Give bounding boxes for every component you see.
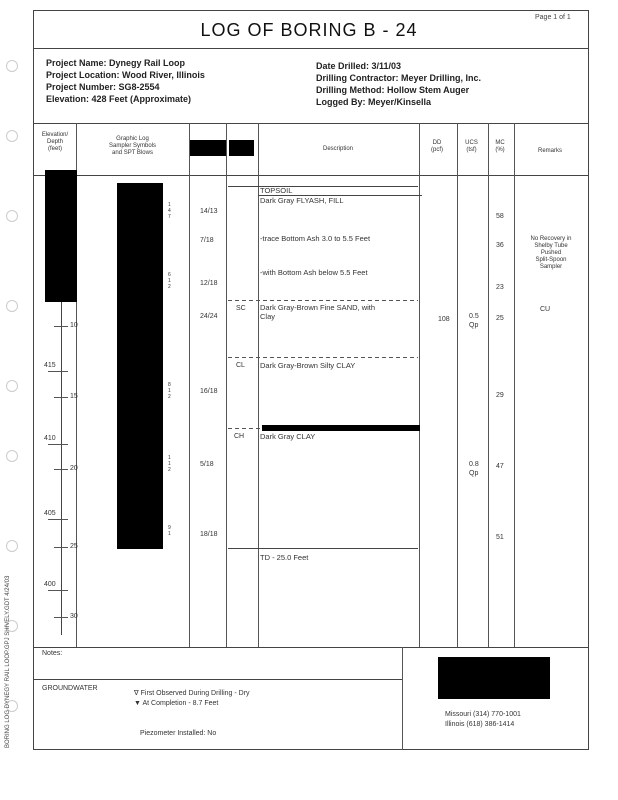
uscs-code: SC <box>236 305 246 312</box>
depth-label: 25 <box>70 543 78 550</box>
header-line: Graphic Log <box>116 136 149 142</box>
column-line <box>258 123 259 647</box>
header-graphic <box>76 136 189 157</box>
divider <box>34 679 402 680</box>
header-line: (%) <box>495 147 505 153</box>
drilling-method: Drilling Method: Hollow Stem Auger <box>316 85 470 95</box>
depth-tick <box>54 469 68 470</box>
project-elevation: Elevation: 428 Feet (Approximate) <box>46 94 192 104</box>
remark-line: No Recovery in <box>530 236 572 242</box>
divider <box>34 123 588 124</box>
sidebar-file-label: BORING LOG DYNEGY RAIL LOOP.GPJ SHIVELY.GDT 4/24/03 <box>5 575 11 748</box>
column-line <box>419 123 420 647</box>
spt-blows-marks: 6 1 2 <box>168 272 171 290</box>
layer-sc-cont: Clay <box>260 312 276 321</box>
header-line: (feet) <box>47 146 62 152</box>
binder-hole <box>6 300 18 312</box>
mc-value: 51 <box>496 534 504 541</box>
ucs-value: 0.5 <box>469 313 479 320</box>
ucs-value: 0.8 <box>469 461 479 468</box>
header-line: MC <box>495 140 505 146</box>
recovery-value: 7/18 <box>200 237 214 244</box>
elevation-label: 400 <box>44 581 56 588</box>
depth-label: 30 <box>70 613 78 620</box>
groundwater-label: GROUNDWATER <box>42 685 98 692</box>
spt-blows-marks: 9 1 <box>168 525 171 537</box>
project-name: Project Name: Dynegy Rail Loop <box>46 58 186 68</box>
depth-tick <box>54 547 68 548</box>
drilling-contractor: Drilling Contractor: Meyer Drilling, Inc. <box>316 73 482 83</box>
column-line <box>402 647 403 750</box>
dd-value: 108 <box>438 316 450 323</box>
header-line: DD <box>432 140 442 146</box>
mc-value: 23 <box>496 284 504 291</box>
project-info-left <box>46 57 205 105</box>
layer-note: -with Bottom Ash below 5.5 Feet <box>260 268 368 277</box>
notes-label: Notes: <box>42 650 63 657</box>
column-line <box>189 123 190 647</box>
layer-sc: Dark Gray-Brown Fine SAND, with <box>260 303 376 312</box>
recovery-value: 18/18 <box>200 531 218 538</box>
remark-line: Sampler <box>539 264 563 270</box>
spt-blows-marks: 1 4 7 <box>168 202 171 220</box>
remark-line: Shelby Tube <box>534 243 568 249</box>
header-line: (tsf) <box>466 147 477 153</box>
uscs-code: CH <box>234 433 245 440</box>
page-title: LOG OF BORING B - 24 <box>200 20 418 40</box>
binder-hole <box>6 380 18 392</box>
depth-tick <box>54 617 68 618</box>
logged-by: Logged By: Meyer/Kinsella <box>316 97 432 107</box>
date-drilled: Date Drilled: 3/11/03 <box>316 61 402 71</box>
project-info-right <box>316 60 481 108</box>
depth-tick <box>54 326 68 327</box>
layer-fill: Dark Gray FLYASH, FILL <box>260 196 344 205</box>
phone-illinois: Illinois (618) 386-1414 <box>445 721 515 728</box>
mc-value: 25 <box>496 315 504 322</box>
termination-depth: TD - 25.0 Feet <box>260 553 309 562</box>
redacted-line <box>262 425 420 431</box>
elevation-tick <box>48 371 68 372</box>
recovery-value: 14/13 <box>200 208 218 215</box>
layer-boundary <box>228 548 418 549</box>
recovery-value: 12/18 <box>200 280 218 287</box>
ucs-test: Qp <box>469 470 479 477</box>
redacted-header <box>190 140 226 156</box>
spt-blows-marks: 1 1 2 <box>168 455 171 473</box>
redacted-header <box>229 140 254 156</box>
elevation-tick <box>48 590 68 591</box>
elevation-tick <box>48 519 68 520</box>
uscs-code: CL <box>236 362 245 369</box>
layer-note: -trace Bottom Ash 3.0 to 5.5 Feet <box>260 234 371 243</box>
mc-value: 58 <box>496 213 504 220</box>
redacted-elevation <box>45 170 77 302</box>
elevation-label: 415 <box>44 362 56 369</box>
elevation-label: 410 <box>44 435 56 442</box>
remark-line: Pushed <box>540 250 562 256</box>
divider <box>34 175 588 176</box>
header-line: and SPT Blows <box>112 150 153 156</box>
header-line: Sampler Symbols <box>108 143 156 149</box>
depth-label: 20 <box>70 465 78 472</box>
column-line <box>514 123 515 647</box>
redacted-graphic-log <box>117 183 163 549</box>
recovery-value: 16/18 <box>200 388 218 395</box>
remark-line: Split-Spoon <box>535 257 567 263</box>
phone-missouri: Missouri (314) 770-1001 <box>445 711 521 718</box>
recovery-value: 5/18 <box>200 461 214 468</box>
divider <box>34 647 588 648</box>
ucs-test: Qp <box>469 322 479 329</box>
mc-value: 29 <box>496 392 504 399</box>
elevation-tick <box>48 444 68 445</box>
page-number: Page 1 of 1 <box>535 14 571 21</box>
depth-label: 10 <box>70 322 78 329</box>
header-line: Depth <box>46 139 63 145</box>
mc-value: 36 <box>496 242 504 249</box>
redacted-logo <box>438 657 550 699</box>
header-description: Description <box>322 146 353 152</box>
layer-topsoil: TOPSOIL <box>260 186 293 195</box>
depth-tick <box>54 397 68 398</box>
header-line: Elevation/ <box>41 132 69 138</box>
layer-cl: Dark Gray-Brown Silty CLAY <box>260 361 356 370</box>
project-location: Project Location: Wood River, Illinois <box>46 70 205 80</box>
groundwater-first: ∇ First Observed During Drilling - Dry <box>134 690 250 697</box>
divider <box>34 48 588 49</box>
header-ucs <box>456 140 487 154</box>
spt-blows-marks: 8 1 2 <box>168 382 171 400</box>
header-dd <box>418 140 456 154</box>
column-line <box>488 123 489 647</box>
remark-cu: CU <box>540 306 551 313</box>
header-line: UCS <box>465 140 478 146</box>
header-line: (pcf) <box>431 147 443 153</box>
binder-hole <box>6 130 18 142</box>
groundwater-completion: ▼ At Completion - 8.7 Feet <box>134 700 219 707</box>
elevation-label: 405 <box>44 510 56 517</box>
binder-hole <box>6 450 18 462</box>
layer-boundary <box>228 186 418 187</box>
layer-boundary <box>228 300 418 301</box>
layer-boundary <box>228 357 418 358</box>
depth-label: 15 <box>70 393 78 400</box>
header-mc <box>487 140 513 154</box>
binder-hole <box>6 210 18 222</box>
piezometer-note: Piezometer Installed: No <box>140 730 217 737</box>
column-line <box>226 123 227 647</box>
project-number: Project Number: SG8-2554 <box>46 82 160 92</box>
layer-ch: Dark Gray CLAY <box>260 432 316 441</box>
header-elevation <box>34 132 76 153</box>
header-remarks: Remarks <box>537 148 562 154</box>
mc-value: 47 <box>496 463 504 470</box>
binder-hole <box>6 60 18 72</box>
remark-no-recovery <box>516 236 586 271</box>
binder-hole <box>6 540 18 552</box>
column-line <box>457 123 458 647</box>
recovery-value: 24/24 <box>200 313 218 320</box>
